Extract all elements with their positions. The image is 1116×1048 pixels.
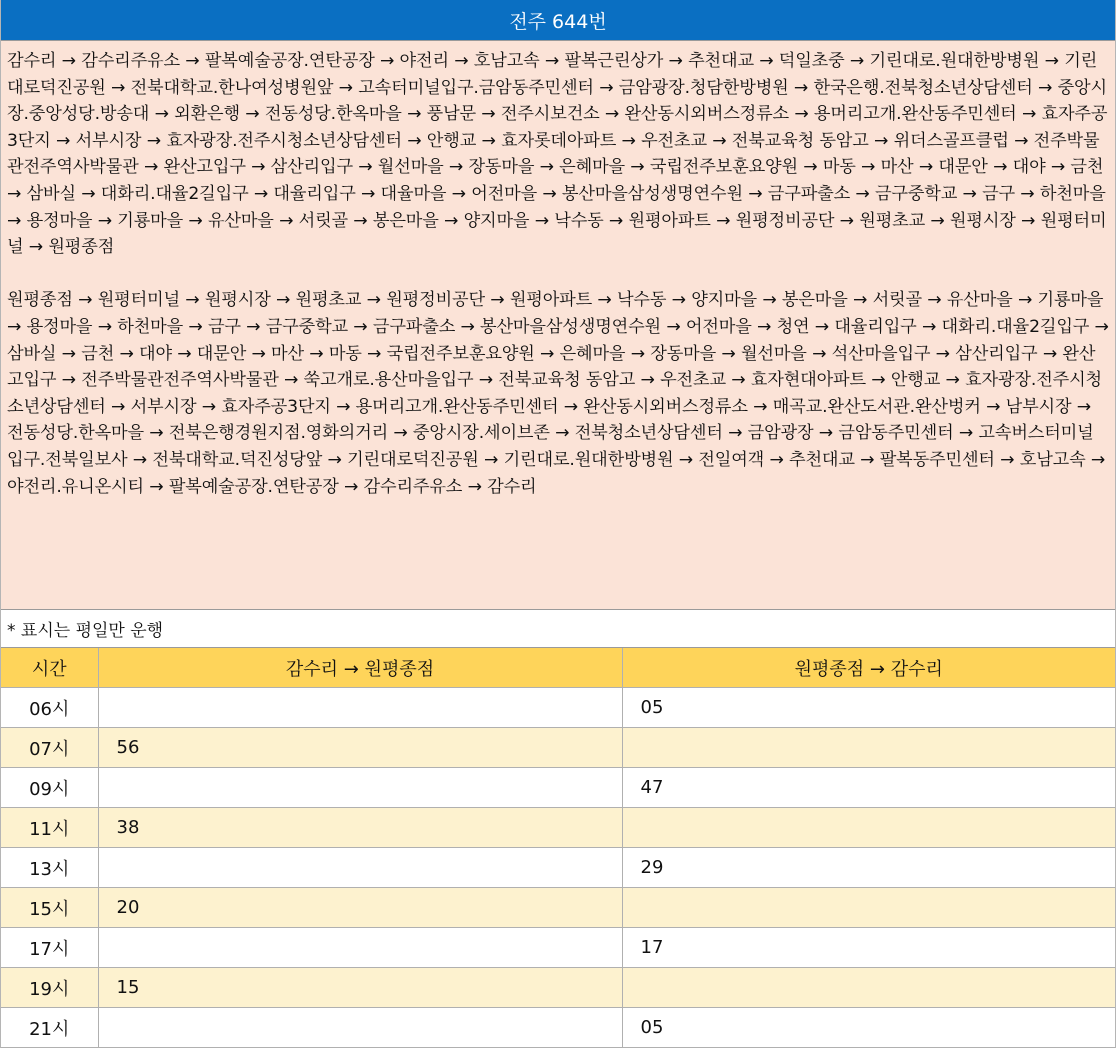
route-outbound: 감수리 → 감수리주유소 → 팔복예술공장.연탄공장 → 야전리 → 호남고속 → 팔복근린상가 → 추천대교 → 덕일초중 → 기린대로.원대한방병원 → 기린대로덕진공원 → 전북대학교.한나여성병원앞 → 고속터미널입구.금암동주민센터 → 금암광장.청담한방병원 → 한국은행.전북청소년상담센터 → 중앙시장.중앙성당.방송대 → 외환은행 → 전동성당.한옥마을 → 풍남문 → 전주시보건소 → 완산동시외버스정류소 → 용머리고개.완산동주민센터 → 효자주공3단지 → 서부시장 → 효자광장.전주시청소년상담센터 → 안행교 → 효자롯데아파트 → 우전초교 → 전북교육청 동암고 → 위더스골프클럽 → 전주박물관전주역사박물관 → 완산고입구 → 삼산리입구 → 월선마을 → 장동마을 → 은혜마을 → 국립전주보훈요양원 → 마동 → 마산 → 대문안 → 대야 → 금천 → 삼바실 → 대화리.대율2길입구 → 대율리입구 → 대율마을 → 어전마을 → 봉산마을삼성생명연수원 → 금구파출소 → 금구중학교 → 금구 → 하천마을 → 용정마을 → 기룡마을 → 유산마을 → 서릿골 → 봉은마을 → 양지마을 → 낙수동 → 원평아파트 → 원평정비공단 → 원평초교 → 원평시장 → 원평터미널 → 원평종점: [7, 51, 1108, 258]
hour-cell: 07시: [1, 728, 98, 768]
inbound-minute-cell: [622, 808, 1115, 848]
timetable-header-row: [1, 648, 1115, 688]
hour-cell: 13시: [1, 848, 98, 888]
outbound-minute-cell: [98, 928, 622, 968]
route-inbound: 원평종점 → 원평터미널 → 원평시장 → 원평초교 → 원평정비공단 → 원평아파트 → 낙수동 → 양지마을 → 봉은마을 → 서릿골 → 유산마을 → 기룡마을 → 용정마을 → 하천마을 → 금구 → 금구중학교 → 금구파출소 → 봉산마을삼성생명연수원 → 어전마을 → 청연 → 대율리입구 → 대화리.대율2길입구 → 삼바실 → 금천 → 대야 → 대문안 → 마산 → 마동 → 국립전주보훈요양원 → 은혜마을 → 장동마을 → 월선마을 → 석산마을입구 → 삼산리입구 → 완산고입구 → 전주박물관전주역사박물관 → 쑥고개로.용산마을입구 → 전북교육청 동암고 → 우전초교 → 효자현대아파트 → 안행교 → 효자광장.전주시청소년상담센터 → 서부시장 → 효자주공3단지 → 용머리고개.완산동주민센터 → 완산동시외버스정류소 → 매곡교.완산도서관.완산벙커 → 남부시장 → 전동성당.한옥마을 → 전북은행경원지점.영화의거리 → 중앙시장.세이브존 → 전북청소년상담센터 → 금암광장 → 금암동주민센터 → 고속버스터미널입구.전북일보사 → 전북대학교.덕진성당앞 → 기린대로덕진공원 → 기린대로.원대한방병원 → 전일여객 → 추천대교 → 팔복동주민센터 → 호남고속 → 야전리.유니온시티 → 팔복예술공장.연탄공장 → 감수리주유소 → 감수리: [7, 290, 1109, 497]
outbound-minute-cell: [98, 768, 622, 808]
weekday-note: * 표시는 평일만 운행: [1, 610, 1115, 648]
timetable: [1, 648, 1115, 1048]
hour-cell: 09시: [1, 768, 98, 808]
inbound-minute-cell: [622, 888, 1115, 928]
table-row: [1, 968, 1115, 1008]
hour-cell: 15시: [1, 888, 98, 928]
table-row: [1, 928, 1115, 968]
inbound-minute-cell: 05: [622, 1008, 1115, 1048]
table-row: [1, 1008, 1115, 1048]
inbound-minute-cell: 17: [622, 928, 1115, 968]
header-outbound: 감수리 → 원평종점: [98, 648, 622, 688]
inbound-minute-cell: 05: [622, 688, 1115, 728]
hour-cell: 21시: [1, 1008, 98, 1048]
table-row: [1, 768, 1115, 808]
table-row: [1, 848, 1115, 888]
header-hour: 시간: [1, 648, 98, 688]
hour-cell: 19시: [1, 968, 98, 1008]
hour-cell: 06시: [1, 688, 98, 728]
outbound-minute-cell: 38: [98, 808, 622, 848]
table-row: [1, 688, 1115, 728]
inbound-minute-cell: 47: [622, 768, 1115, 808]
header-inbound: 원평종점 → 감수리: [622, 648, 1115, 688]
table-row: [1, 888, 1115, 928]
outbound-minute-cell: [98, 1008, 622, 1048]
outbound-minute-cell: [98, 688, 622, 728]
table-row: [1, 728, 1115, 768]
route-section: [1, 41, 1115, 610]
outbound-minute-cell: 15: [98, 968, 622, 1008]
outbound-minute-cell: 20: [98, 888, 622, 928]
page-title: 전주 644번: [1, 0, 1115, 41]
inbound-minute-cell: [622, 968, 1115, 1008]
outbound-minute-cell: [98, 848, 622, 888]
hour-cell: 17시: [1, 928, 98, 968]
hour-cell: 11시: [1, 808, 98, 848]
outbound-minute-cell: 56: [98, 728, 622, 768]
inbound-minute-cell: [622, 728, 1115, 768]
table-row: [1, 808, 1115, 848]
inbound-minute-cell: 29: [622, 848, 1115, 888]
